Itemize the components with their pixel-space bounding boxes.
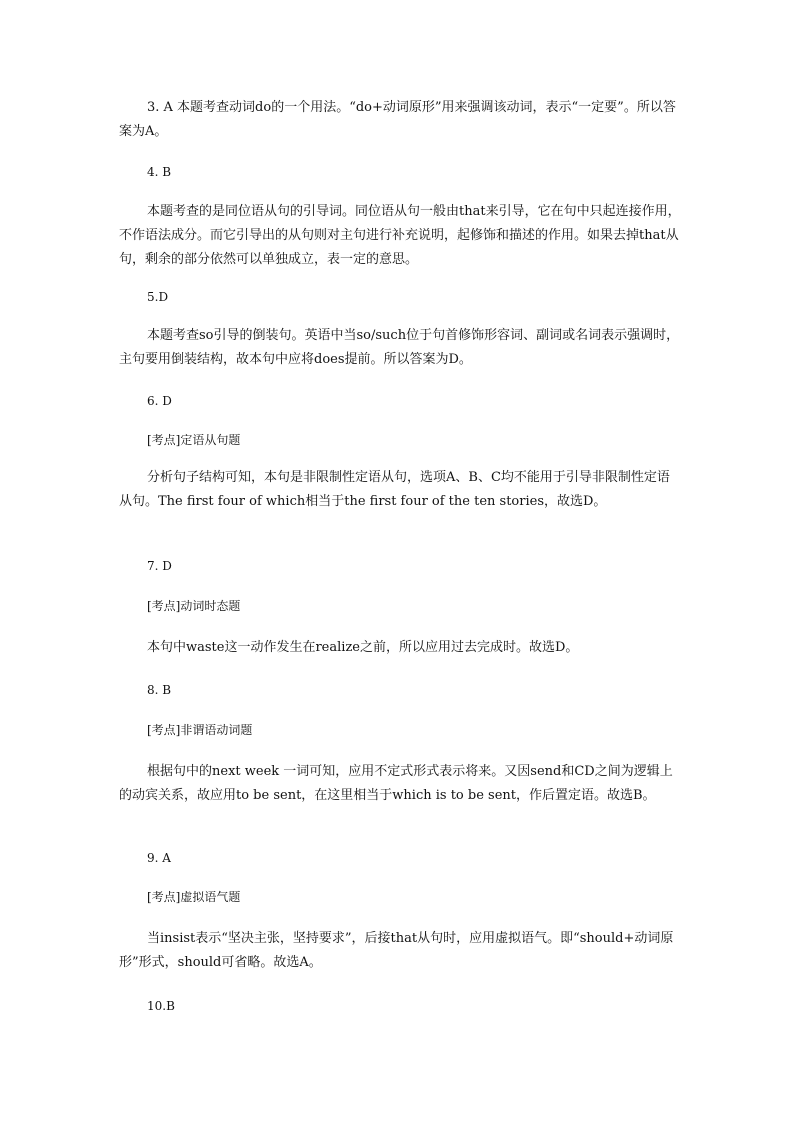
answer-4-label: 4. B: [147, 165, 172, 179]
answer-10-label: 10.B: [147, 999, 175, 1013]
answer-9-label: 9. A: [147, 851, 171, 865]
answer-6-explanation: 分析句子结构可知，本句是非限制性定语从句，选项A、B、C均不能用于引导非限制性定语从句。The first four of which相当于the first four of the ten stories，故选D。: [119, 470, 670, 509]
answer-6-label: 6. D: [147, 394, 172, 408]
answer-6-topic: [考点]定语从句题: [147, 433, 241, 447]
answer-5-explanation: 本题考查so引导的倒装句。英语中当so/such位于句首修饰形容词、副词或名词表示强调时，主句要用倒装结构，故本句中应将does提前。所以答案为D。: [119, 328, 680, 367]
answer-7-label: 7. D: [147, 559, 172, 573]
answer-7-topic: [考点]动词时态题: [147, 599, 241, 613]
answer-9-topic: [考点]虚拟语气题: [147, 890, 241, 904]
answer-7-explanation: 本句中waste这一动作发生在realize之前，所以应用过去完成时。故选D。: [147, 640, 579, 655]
answer-8-explanation: 根据句中的next week 一词可知，应用不定式形式表示将来。又因send和CD之间为逻辑上的动宾关系，故应用to be sent，在这里相当于which is to be sent，作后置定语。故选B。: [119, 764, 673, 803]
answer-3-explanation: 3. A 本题考查动词do的一个用法。“do+动词原形”用来强调该动词，表示“一定要”。所以答案为A。: [119, 100, 676, 139]
answer-8-topic: [考点]非谓语动词题: [147, 723, 253, 737]
answer-9-explanation: 当insist表示“坚决主张，坚持要求”，后接that从句时，应用虚拟语气。即“should+动词原形”形式，should可省略。故选A。: [119, 931, 674, 970]
answer-8-label: 8. B: [147, 683, 172, 697]
answer-4-explanation: 本题考查的是同位语从句的引导词。同位语从句一般由that来引导，它在句中只起连接作用，不作语法成分。而它引导出的从句则对主句进行补充说明，起修饰和描述的作用。如果去掉that从句，剩余的部分依然可以单独成立，表一定的意思。: [119, 204, 681, 267]
answer-5-label: 5.D: [147, 290, 169, 304]
